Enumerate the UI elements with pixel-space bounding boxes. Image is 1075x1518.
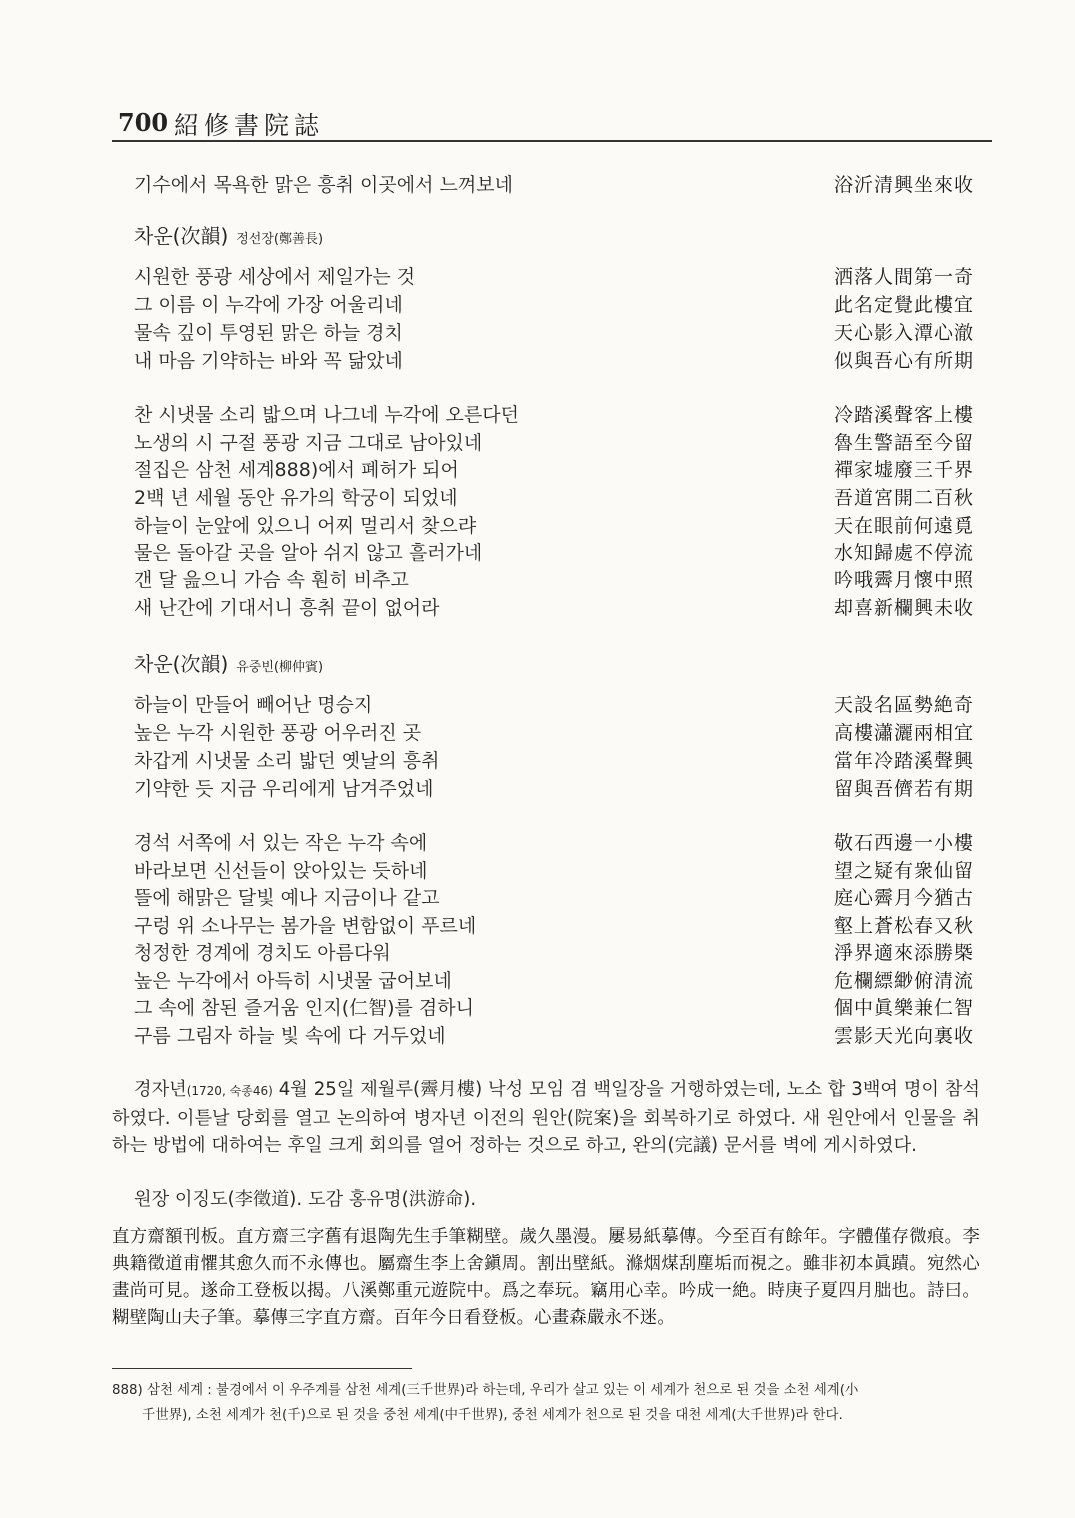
hanja-verse: 却喜新欄興未收 [833, 597, 974, 619]
korean-verse: 새 난간에 기대서니 흥취 끝이 없어라 [134, 597, 440, 619]
verse-line [134, 455, 974, 485]
korean-verse: 시원한 풍광 세상에서 제일가는 것 [134, 266, 416, 288]
hanja-verse: 冷踏溪聲客上樓 [833, 404, 974, 426]
hanja-verse: 當年冷踏溪聲興 [833, 750, 974, 772]
poem-heading [134, 648, 323, 677]
verse-line [134, 593, 974, 623]
korean-verse: 하늘이 만들어 빼어난 명승지 [134, 694, 373, 716]
verse-line [134, 993, 974, 1023]
prose-paragraph [112, 1076, 980, 1159]
korean-verse: 구렁 위 소나무는 봄가을 변함없이 푸르네 [134, 915, 477, 937]
korean-verse: 높은 누각 시원한 풍광 어우러진 곳 [134, 722, 422, 744]
korean-verse: 청정한 경계에 경치도 아름다워 [134, 942, 391, 964]
korean-verse: 구름 그림자 하늘 빛 속에 다 거두었네 [134, 1025, 446, 1047]
footnote [112, 1378, 980, 1428]
korean-verse: 높은 누각에서 아득히 시냇물 굽어보네 [134, 970, 452, 992]
verse-line [134, 856, 974, 886]
footnote-rule [112, 1368, 412, 1369]
footnote-line: 888) 삼천 세계 : 불경에서 이 우주계를 삼천 세계(三千世界)라 하는데, 우리가 살고 있는 이 세계가 천으로 된 것을 소천 세계(小 [112, 1383, 859, 1398]
korean-verse: 기수에서 목욕한 맑은 흥취 이곳에서 느껴보네 [134, 174, 513, 196]
korean-verse: 그 이름 이 누각에 가장 어울리네 [134, 294, 403, 316]
hanja-verse: 天在眼前何遠覓 [833, 515, 974, 537]
korean-verse: 기약한 듯 지금 우리에게 남겨주었네 [134, 778, 434, 800]
verse-line [134, 170, 974, 200]
hanja-verse: 壑上蒼松春又秋 [833, 915, 974, 937]
book-title: 紹修書院誌 [174, 111, 325, 140]
korean-verse: 노생의 시 구절 풍광 지금 그대로 남아있네 [134, 432, 483, 454]
poem-heading-title: 차운(次韻) [134, 224, 229, 248]
verse-line [134, 938, 974, 968]
verse-line [134, 346, 974, 376]
hanja-verse: 此名定覺此樓宜 [833, 294, 974, 316]
korean-verse: 그 속에 참된 즐거움 인지(仁智)를 겸하니 [134, 997, 474, 1019]
verse-line [134, 538, 974, 568]
hanja-verse: 留與吾儕若有期 [833, 778, 974, 800]
footnote-line: 千世界), 소천 세계가 천(千)으로 된 것을 중천 세계(中千世界), 중천 세계가 천으로 된 것을 대천 세계(大千世界)라 한다. [142, 1408, 843, 1423]
poem-author: 유중빈(柳仲賓) [236, 660, 324, 675]
hanja-verse: 高樓瀟灑兩相宜 [833, 722, 974, 744]
verse-line [134, 262, 974, 292]
verse-line [134, 718, 974, 748]
hanja-verse: 吾道宮開二百秋 [833, 487, 974, 509]
hanja-verse: 魯生警語至今留 [833, 432, 974, 454]
verse-line [134, 774, 974, 804]
hanja-verse: 天設名區勢絶奇 [833, 694, 974, 716]
verse-line [134, 290, 974, 320]
page-number: 700 [118, 108, 169, 137]
verse-line [134, 966, 974, 996]
verse-line [134, 911, 974, 941]
verse-line [134, 483, 974, 513]
korean-verse: 찬 시냇물 소리 밟으며 나그네 누각에 오른다던 [134, 404, 519, 426]
korean-verse: 절집은 삼천 세계888)에서 폐허가 되어 [134, 459, 459, 481]
verse-line [134, 746, 974, 776]
verse-line [134, 690, 974, 720]
verse-line [134, 428, 974, 458]
hanja-verse: 浴沂清興坐來收 [833, 174, 974, 196]
hanja-verse: 個中眞樂兼仁智 [833, 997, 974, 1019]
korean-verse: 경석 서쪽에 서 있는 작은 누각 속에 [134, 832, 428, 854]
korean-verse: 차갑게 시냇물 소리 밟던 옛날의 흥취 [134, 750, 440, 772]
hanja-verse: 望之疑有衆仙留 [833, 860, 974, 882]
verse-line [134, 400, 974, 430]
verse-line [134, 511, 974, 541]
date-note: (1720, 숙종46) [186, 1084, 273, 1098]
header-rule [112, 140, 992, 142]
hanja-verse: 水知歸處不停流 [833, 542, 974, 564]
hanja-verse: 似與吾心有所期 [833, 350, 974, 372]
verse-line [134, 318, 974, 348]
verse-line [134, 883, 974, 913]
korean-verse: 물은 돌아갈 곳을 알아 쉬지 않고 흘러가네 [134, 542, 483, 564]
verse-line [134, 565, 974, 595]
hanja-verse: 淨界適來添勝槩 [833, 942, 974, 964]
korean-verse: 물속 깊이 투영된 맑은 하늘 경치 [134, 322, 403, 344]
prose-rest: 4월 25일 제월루(霽月樓) 낙성 모임 겸 백일장을 거행하였는데, 노소 합 3백여 명이 참석하였다. 이튿날 당회를 열고 논의하여 병자년 이전의 원안(院案)을 회복하기로 하였다. 새 원안에서 인물을 취하는 방법에 대하여는 후일 크게 회의를 열어 정하는 것으로 하고, 완의(完議) 문서를 벽에 게시하였다. [112, 1079, 980, 1156]
korean-verse: 2백 년 세월 동안 유가의 학궁이 되었네 [134, 487, 458, 509]
poem-heading [134, 220, 323, 249]
korean-verse: 바라보면 신선들이 앉아있는 듯하네 [134, 860, 428, 882]
verse-line [134, 828, 974, 858]
korean-verse: 갠 달 읊으니 가슴 속 훤히 비추고 [134, 569, 409, 591]
hanja-verse: 敬石西邊一小樓 [833, 832, 974, 854]
korean-verse: 내 마음 기약하는 바와 꼭 닮았네 [134, 350, 403, 372]
poem-author: 정선장(鄭善長) [236, 232, 324, 247]
hanja-verse: 雲影天光向裏收 [833, 1025, 974, 1047]
classical-paragraph: 直方齋額刊板。直方齋三字舊有退陶先生手筆糊壁。歲久墨漫。屢易紙摹傳。今至百有餘年。字體僅存微痕。李典籍徵道甫懼其愈久而不永傳也。屬齋生李上舍鎭周。割出壁紙。滌烟煤刮塵垢而視之。雖非初本眞蹟。宛然心畫尚可見。遂命工登板以揭。八溪鄭重元遊院中。爲之奉玩。竊用心幸。吟成一絶。時庚子夏四月朏也。詩曰。糊壁陶山夫子筆。摹傳三字直方齋。百年今日看登板。心畫森嚴永不迷。 [112, 1227, 980, 1328]
verse-line [134, 1021, 974, 1051]
hanja-verse: 吟哦霽月懷中照 [833, 569, 974, 591]
korean-verse: 뜰에 해맑은 달빛 예나 지금이나 같고 [134, 887, 440, 909]
poem-heading-title: 차운(次韻) [134, 652, 229, 676]
hanja-verse: 禪家墟廢三千界 [833, 459, 974, 481]
hanja-verse: 庭心霽月今猶古 [833, 887, 974, 909]
hanja-verse: 洒落人間第一奇 [833, 266, 974, 288]
page-header [112, 104, 992, 144]
hanja-verse: 危欄縹緲俯清流 [833, 970, 974, 992]
hanja-verse: 天心影入潭心澈 [833, 322, 974, 344]
staff-line: 원장 이징도(李徵道). 도감 홍유명(洪游命). [134, 1189, 477, 1210]
prose-start: 경자년 [134, 1079, 187, 1100]
korean-verse: 하늘이 눈앞에 있으니 어찌 멀리서 찾으랴 [134, 515, 477, 537]
